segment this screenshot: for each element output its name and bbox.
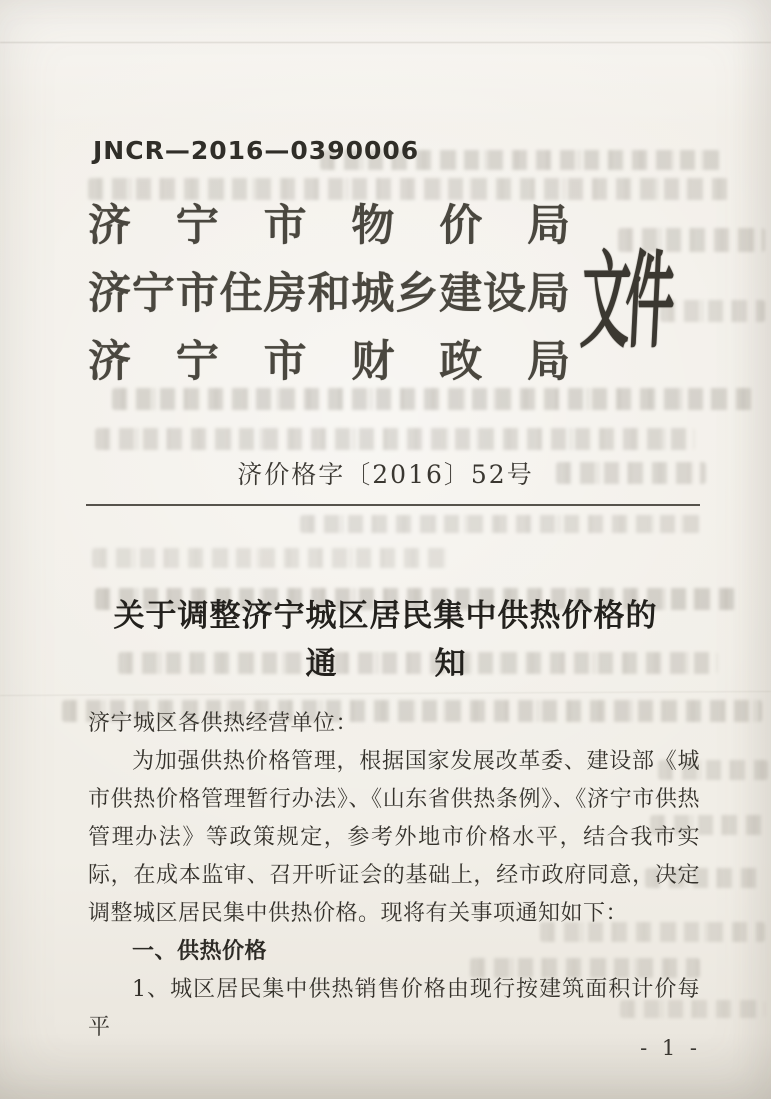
serial-number: JNCR—2016—0390006 xyxy=(93,136,420,165)
page-number: - 1 - xyxy=(640,1036,701,1060)
document-body xyxy=(88,705,700,1047)
issuer-line-price-bureau: 济 宁 市 物 价 局 xyxy=(88,200,570,251)
paper-crease xyxy=(0,691,771,696)
document-title xyxy=(0,594,771,686)
bleedthrough-texture xyxy=(95,428,695,450)
issuer-line-finance-bureau: 济 宁 市 财 政 局 xyxy=(88,336,570,387)
issuer-line-housing-bureau: 济 宁 市 住 房 和 城 乡 建 设 局 xyxy=(88,268,570,319)
salutation: 济宁城区各供热经营单位： xyxy=(88,711,359,736)
paper-crease xyxy=(0,42,771,43)
issuing-authorities xyxy=(88,188,570,392)
section-heading: 一、供热价格 xyxy=(132,939,268,964)
header-divider-line xyxy=(86,504,700,506)
title-line-1: 关于调整济宁城区居民集中供热价格的 xyxy=(113,598,658,634)
reference-number: 济价格字〔2016〕52号 xyxy=(237,460,534,489)
item-1: 1、城区居民集中供热销售价格由现行按建筑面积计价每平 xyxy=(88,977,700,1040)
body-paragraph: 为加强供热价格管理，根据国家发展改革委、建设部《城市供热价格管理暂行办法》、《山东省供热条例》、《济宁市供热管理办法》等政策规定，参考外地市价格水平，结合我市实际，在成本监审、召开听证会的基础上，经市政府同意，决定调整城区居民集中供热价格。现将有关事项通知如下： xyxy=(88,749,700,926)
title-line-2: 通 知 xyxy=(305,646,466,682)
bleedthrough-texture xyxy=(92,548,452,568)
document-type-label: 文件 xyxy=(578,238,673,364)
bleedthrough-texture xyxy=(300,515,700,533)
